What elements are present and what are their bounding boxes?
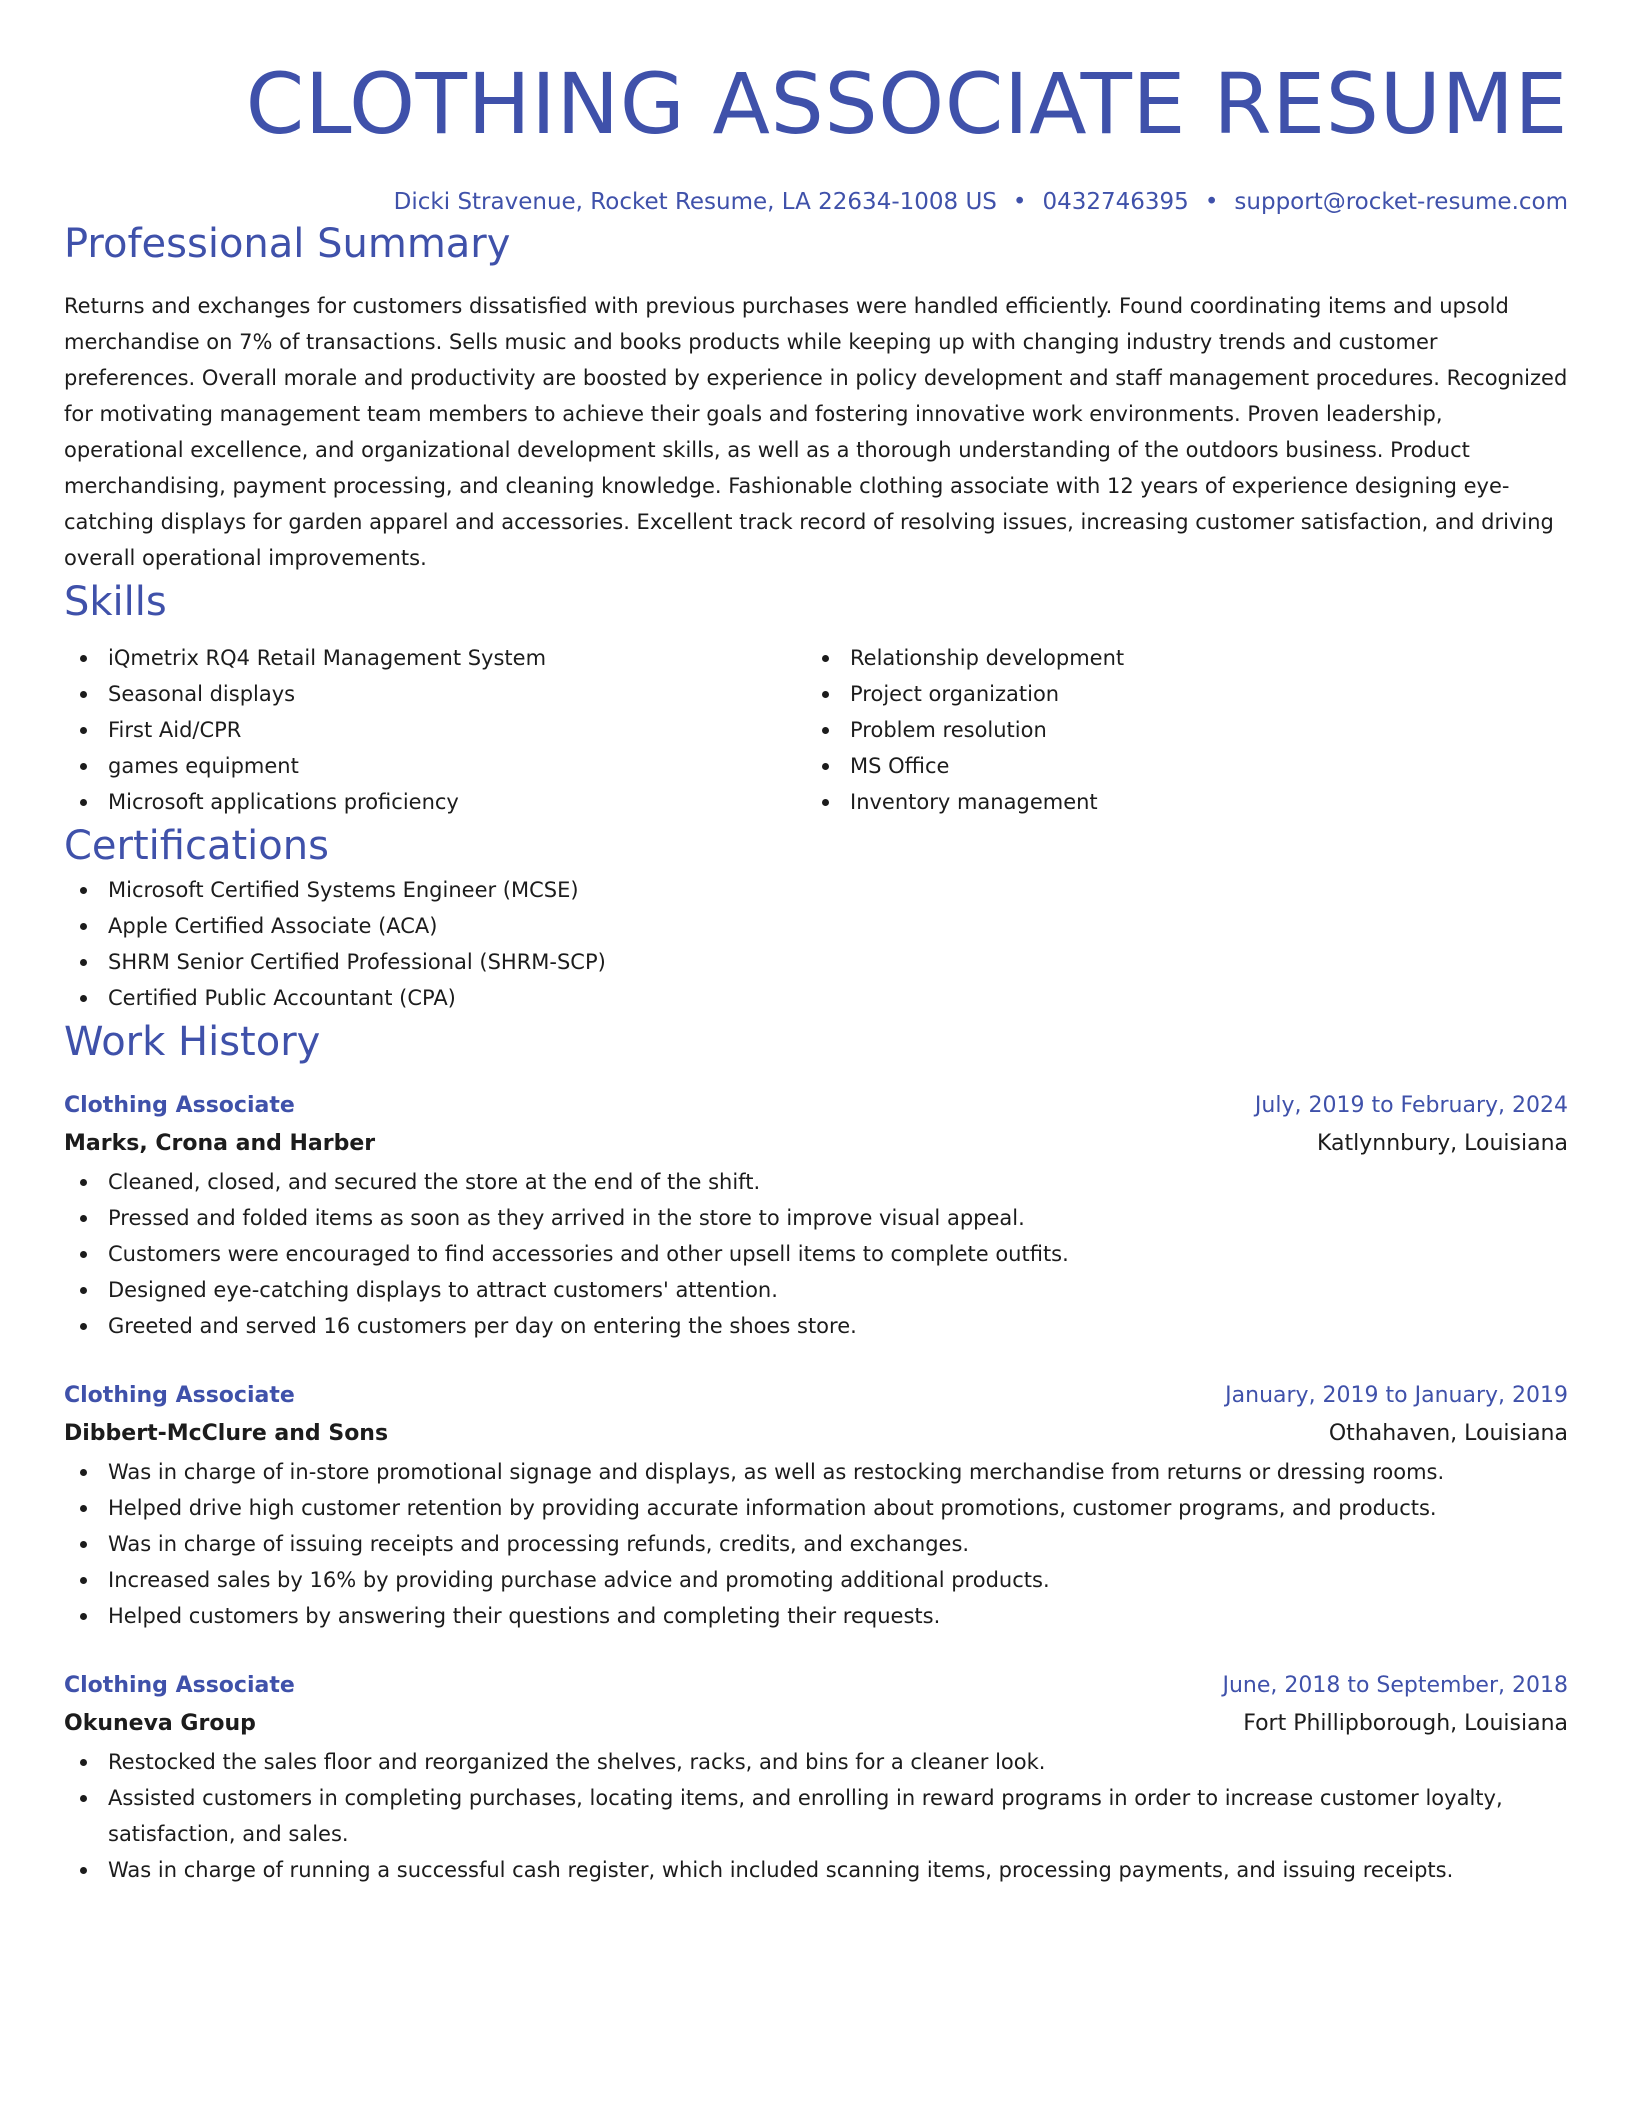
bullet-icon — [822, 655, 829, 662]
job-title-row — [64, 1668, 1568, 1704]
bullet-icon — [80, 1215, 87, 1222]
skills-column-left — [64, 640, 806, 820]
job-company: Dibbert-McClure and Sons — [64, 1421, 389, 1446]
job-bullet-text: Helped customers by answering their questions and completing their requests. — [108, 1604, 941, 1628]
contact-phone: 0432746395 — [1042, 189, 1189, 215]
skills-heading: Skills — [64, 579, 167, 625]
certification-label: Apple Certified Associate (ACA) — [108, 914, 438, 938]
resume-header — [64, 0, 1568, 218]
job-bullet-text: Was in charge of issuing receipts and processing refunds, credits, and exchanges. — [108, 1532, 970, 1556]
job-title: Clothing Associate — [64, 1093, 295, 1118]
bullet-icon — [80, 995, 87, 1002]
job-bullet-text: Helped drive high customer retention by providing accurate information about promotions, customer programs, and products. — [108, 1496, 1437, 1520]
list-item — [64, 908, 1568, 944]
list-item — [64, 1598, 1568, 1634]
page-title: CLOTHING ASSOCIATE RESUME — [245, 55, 1568, 153]
list-item — [64, 1308, 1568, 1344]
job-dates: January, 2019 to January, 2019 — [1225, 1383, 1568, 1408]
list-item — [64, 944, 1568, 980]
job-dates: June, 2018 to September, 2018 — [1222, 1673, 1568, 1698]
list-item — [64, 1744, 1568, 1780]
certification-label: Microsoft Certified Systems Engineer (MCSE) — [108, 878, 579, 902]
bullet-icon — [80, 799, 87, 806]
job-bullet-text: Assisted customers in completing purchases, locating items, and enrolling in reward programs in order to increase customer loyalty, satisfaction, and sales. — [108, 1786, 1503, 1846]
job-entry — [64, 1668, 1568, 1888]
job-bullet-text: Designed eye-catching displays to attract customers' attention. — [108, 1278, 778, 1302]
job-title: Clothing Associate — [64, 1673, 295, 1698]
summary-text: Returns and exchanges for customers dissatisfied with previous purchases were handled efficiently. Found coordinating items and upsold merchandise on 7% of transactions. Sells music and books products while keeping up with changing industry trends and customer preferences. Overall morale and productivity are boosted by experience in policy development and staff management procedures. Recognized for motivating management team members to achieve their goals and fostering innovative work environments. Proven leadership, operational excellence, and organizational development skills, as well as a thorough understanding of the outdoors business. Product merchandising, payment processing, and cleaning knowledge. Fashionable clothing associate with 12 years of experience designing eye-catching displays for garden apparel and accessories. Excellent track record of resolving issues, increasing customer satisfaction, and driving overall operational improvements. — [64, 294, 1568, 570]
bullet-icon — [80, 1759, 87, 1766]
job-company: Marks, Crona and Harber — [64, 1131, 376, 1156]
bullet-icon — [80, 923, 87, 930]
contact-email[interactable]: support@rocket-resume.com — [1234, 189, 1568, 215]
contact-separator: • — [1012, 189, 1027, 215]
skill-label: Relationship development — [850, 646, 1125, 670]
job-bullet-text: Pressed and folded items as soon as they arrived in the store to improve visual appeal. — [108, 1206, 1025, 1230]
job-bullet-text: Increased sales by 16% by providing purchase advice and promoting additional products. — [108, 1568, 1050, 1592]
bullet-icon — [80, 1541, 87, 1548]
work-history-heading: Work History — [64, 1019, 321, 1065]
list-item — [64, 1526, 1568, 1562]
job-company-row — [64, 1124, 1568, 1164]
bullet-icon — [80, 887, 87, 894]
resume-page — [64, 0, 1568, 1888]
job-location: Othahaven, Louisiana — [1328, 1421, 1568, 1446]
job-bullet-text: Was in charge of running a successful cash register, which included scanning items, processing payments, and issuing receipts. — [108, 1858, 1454, 1882]
skill-label: Inventory management — [850, 790, 1098, 814]
bullet-icon — [80, 1867, 87, 1874]
job-entry — [64, 1088, 1568, 1344]
list-item — [64, 1490, 1568, 1526]
list-item — [64, 1164, 1568, 1200]
job-bullets — [64, 1164, 1568, 1344]
list-item — [64, 1562, 1568, 1598]
list-item — [64, 784, 806, 820]
list-item — [64, 1236, 1568, 1272]
bullet-icon — [822, 691, 829, 698]
contact-address: Dicki Stravenue, Rocket Resume, LA 22634-1008 US — [393, 189, 997, 215]
bullet-icon — [80, 1505, 87, 1512]
job-bullet-text: Greeted and served 16 customers per day on entering the shoes store. — [108, 1314, 857, 1338]
job-bullet-text: Was in charge of in-store promotional signage and displays, as well as restocking merchandise from returns or dressing rooms. — [108, 1460, 1445, 1484]
job-company-row — [64, 1414, 1568, 1454]
summary-heading: Professional Summary — [64, 221, 511, 267]
list-item — [806, 640, 1548, 676]
job-bullet-text: Cleaned, closed, and secured the store at the end of the shift. — [108, 1170, 761, 1194]
bullet-icon — [822, 799, 829, 806]
skill-label: First Aid/CPR — [108, 718, 242, 742]
skill-label: Project organization — [850, 682, 1060, 706]
bullet-icon — [80, 727, 87, 734]
skills-list-left — [64, 640, 806, 820]
skills-grid — [64, 640, 1568, 820]
job-bullet-text: Restocked the sales floor and reorganized the shelves, racks, and bins for a cleaner look. — [108, 1750, 1046, 1774]
skill-label: iQmetrix RQ4 Retail Management System — [108, 646, 547, 670]
list-item — [64, 1454, 1568, 1490]
bullet-icon — [80, 1179, 87, 1186]
certification-label: Certified Public Accountant (CPA) — [108, 986, 456, 1010]
bullet-icon — [822, 727, 829, 734]
job-company: Okuneva Group — [64, 1711, 256, 1736]
list-item — [64, 1780, 1568, 1852]
skills-list-right — [806, 640, 1548, 820]
job-location: Fort Phillipborough, Louisiana — [1243, 1711, 1568, 1736]
job-company-row — [64, 1704, 1568, 1744]
skill-label: Seasonal displays — [108, 682, 296, 706]
certifications-list — [64, 872, 1568, 1016]
list-item — [64, 1272, 1568, 1308]
list-item — [806, 784, 1548, 820]
list-item — [64, 872, 1568, 908]
bullet-icon — [822, 763, 829, 770]
job-title: Clothing Associate — [64, 1383, 295, 1408]
bullet-icon — [80, 1469, 87, 1476]
bullet-icon — [80, 959, 87, 966]
bullet-icon — [80, 691, 87, 698]
skill-label: Microsoft applications proficiency — [108, 790, 459, 814]
bullet-icon — [80, 1795, 87, 1802]
contact-line — [64, 186, 1568, 218]
skills-column-right — [806, 640, 1548, 820]
job-title-row — [64, 1378, 1568, 1414]
job-title-row — [64, 1088, 1568, 1124]
job-dates: July, 2019 to February, 2024 — [1254, 1093, 1568, 1118]
list-item — [64, 1852, 1568, 1888]
list-item — [806, 748, 1548, 784]
bullet-icon — [80, 1251, 87, 1258]
bullet-icon — [80, 1613, 87, 1620]
job-location: Katlynnbury, Louisiana — [1317, 1131, 1568, 1156]
job-bullets — [64, 1454, 1568, 1634]
certifications-heading: Certifications — [64, 823, 329, 869]
certification-label: SHRM Senior Certified Professional (SHRM-SCP) — [108, 950, 606, 974]
list-item — [806, 712, 1548, 748]
skill-label: MS Office — [850, 754, 950, 778]
bullet-icon — [80, 655, 87, 662]
bullet-icon — [80, 763, 87, 770]
job-entry — [64, 1378, 1568, 1634]
list-item — [64, 676, 806, 712]
skill-label: Problem resolution — [850, 718, 1047, 742]
list-item — [64, 712, 806, 748]
list-item — [64, 748, 806, 784]
skill-label: games equipment — [108, 754, 299, 778]
job-bullet-text: Customers were encouraged to find accessories and other upsell items to complete outfits. — [108, 1242, 1069, 1266]
job-bullets — [64, 1744, 1568, 1888]
list-item — [64, 1200, 1568, 1236]
contact-separator: • — [1204, 189, 1219, 215]
list-item — [64, 980, 1568, 1016]
bullet-icon — [80, 1287, 87, 1294]
bullet-icon — [80, 1323, 87, 1330]
list-item — [806, 676, 1548, 712]
list-item — [64, 640, 806, 676]
bullet-icon — [80, 1577, 87, 1584]
